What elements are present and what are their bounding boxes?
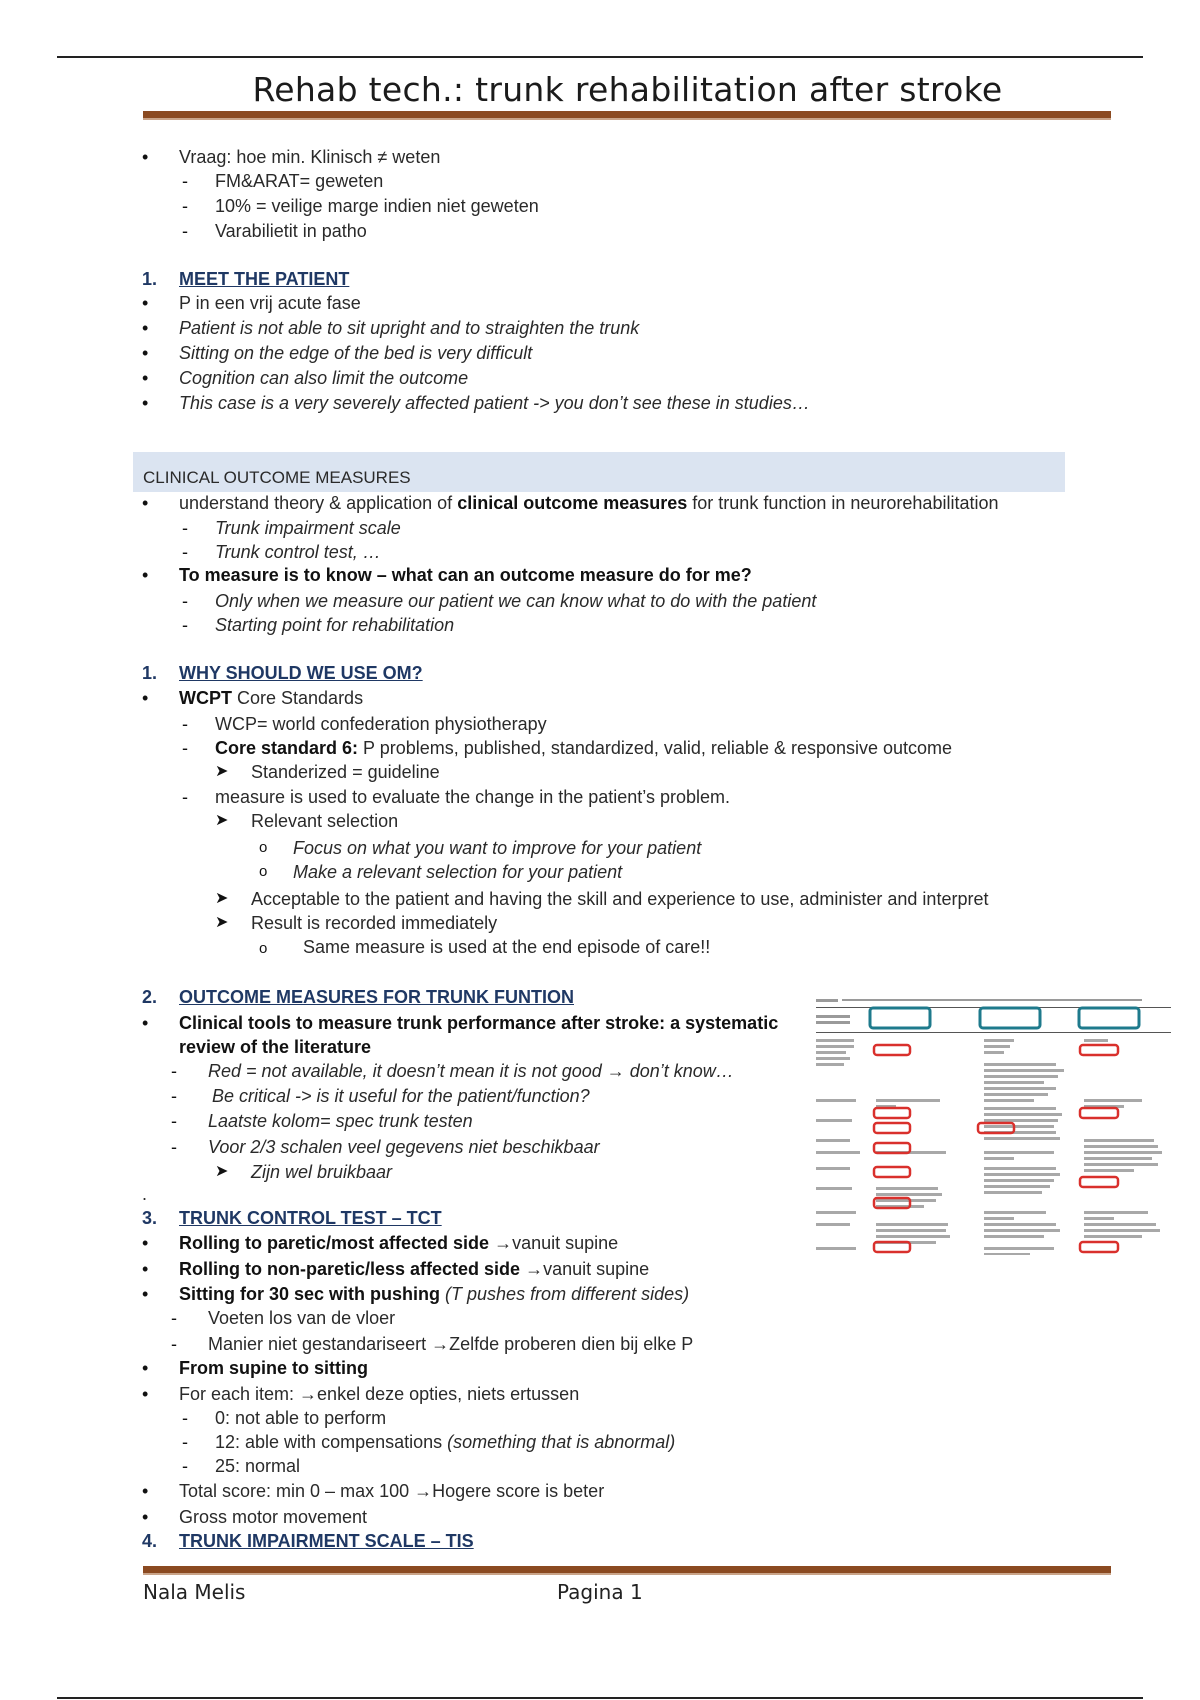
bullet: • (142, 493, 149, 513)
list-item: Gross motor movement (179, 1507, 368, 1527)
arrow-bullet-icon: ➤ (215, 812, 229, 829)
bullet: • (142, 368, 149, 388)
bullet: • (142, 1481, 149, 1501)
dash: - (182, 1456, 188, 1476)
dash: - (171, 1086, 177, 1106)
dash: - (171, 1061, 177, 1081)
circle-bullet: o (259, 940, 268, 957)
dash: - (171, 1137, 177, 1157)
list-item: 0: not able to perform (215, 1408, 387, 1428)
section-number: 4. (142, 1531, 158, 1551)
dash: - (171, 1334, 177, 1354)
list-item: Varabilietit in patho (215, 221, 367, 241)
dash: - (182, 221, 188, 241)
dash: - (182, 787, 188, 807)
list-item: Standerized = guideline (251, 762, 440, 782)
bullet: • (142, 318, 149, 338)
list-item: measure is used to evaluate the change in the patient’s problem. (215, 787, 730, 807)
dash: - (182, 738, 188, 758)
list-item: WCPT Core Standards (179, 688, 364, 708)
list-item: Starting point for rehabilitation (215, 615, 455, 635)
footer-rule (143, 1566, 1111, 1575)
dash: - (182, 518, 188, 538)
stray-period: . (142, 1184, 148, 1204)
dash: - (171, 1308, 177, 1328)
list-item: Manier niet gestandariseert →Zelfde proberen dien bij elke P (208, 1334, 694, 1354)
literature-table-image (816, 997, 1171, 1255)
list-item: 12: able with compensations (something that is abnormal) (215, 1432, 676, 1452)
list-item: For each item: →enkel deze opties, niets ertussen (179, 1384, 580, 1404)
list-item: FM&ARAT= geweten (215, 171, 384, 191)
arrow-bullet-icon: ➤ (215, 914, 229, 931)
list-item: Clinical tools to measure trunk performance after stroke: a systematic (179, 1013, 779, 1033)
list-item: Relevant selection (251, 811, 399, 831)
bullet: • (142, 688, 149, 708)
list-item: review of the literature (179, 1037, 372, 1057)
tis-heading[interactable]: TRUNK IMPAIRMENT SCALE – TIS (179, 1531, 474, 1551)
dash: - (182, 1408, 188, 1428)
om-trunk-heading[interactable]: OUTCOME MEASURES FOR TRUNK FUNTION (179, 987, 574, 1007)
list-item: 10% = veilige marge indien niet geweten (215, 196, 539, 216)
list-item: Red = not available, it doesn’t mean it is not good → don’t know… (208, 1061, 734, 1081)
list-item: understand theory & application of clinical outcome measures for trunk function in neurorehabilitation (179, 493, 999, 513)
meet-patient-heading[interactable]: MEET THE PATIENT (179, 269, 350, 289)
arrow-bullet-icon: ➤ (215, 1163, 229, 1180)
list-item: Cognition can also limit the outcome (179, 368, 469, 388)
page-title: Rehab tech.: trunk rehabilitation after stroke (252, 70, 1003, 109)
list-item: WCP= world confederation physiotherapy (215, 714, 547, 734)
bottom-page-rule (57, 1697, 1143, 1699)
section-number: 1. (142, 663, 158, 683)
footer-page-number: Pagina 1 (557, 1580, 643, 1604)
bullet: • (142, 393, 149, 413)
dash: - (182, 714, 188, 734)
footer-author: Nala Melis (143, 1580, 246, 1604)
list-item: Make a relevant selection for your patient (293, 862, 623, 882)
list-item: Vraag: hoe min. Klinisch ≠ weten (179, 147, 441, 167)
bullet: • (142, 1507, 149, 1527)
bullet: • (142, 147, 149, 167)
list-item: Acceptable to the patient and having the skill and experience to use, administer and interpret (251, 889, 989, 909)
bullet: • (142, 1384, 149, 1404)
tct-heading[interactable]: TRUNK CONTROL TEST – TCT (179, 1208, 442, 1228)
list-item: Only when we measure our patient we can know what to do with the patient (215, 591, 817, 611)
list-item: Core standard 6: P problems, published, standardized, valid, reliable & responsive outcome (215, 738, 953, 758)
bullet: • (142, 1284, 149, 1304)
bullet: • (142, 1358, 149, 1378)
list-item: P in een vrij acute fase (179, 293, 361, 313)
list-item: Total score: min 0 – max 100 →Hogere score is beter (179, 1481, 605, 1501)
list-item: Same measure is used at the end episode of care!! (303, 937, 711, 957)
list-item: Patient is not able to sit upright and to straighten the trunk (179, 318, 640, 338)
list-item: Trunk control test, … (215, 542, 381, 562)
dash: - (182, 1432, 188, 1452)
section-banner-label: CLINICAL OUTCOME MEASURES (143, 468, 411, 487)
bullet: • (142, 1013, 149, 1033)
list-item: Sitting for 30 sec with pushing (T pushes from different sides) (179, 1284, 690, 1304)
list-item: To measure is to know – what can an outcome measure do for me? (179, 565, 752, 585)
list-item: Voeten los van de vloer (208, 1308, 396, 1328)
title-underline (143, 111, 1111, 120)
list-item: From supine to sitting (179, 1358, 368, 1378)
section-number: 2. (142, 987, 158, 1007)
dash: - (182, 171, 188, 191)
section-number: 3. (142, 1208, 158, 1228)
list-item: This case is a very severely affected patient -> you don’t see these in studies… (179, 393, 810, 413)
section-number: 1. (142, 269, 158, 289)
list-item: Rolling to paretic/most affected side →vanuit supine (179, 1233, 619, 1253)
list-item: Trunk impairment scale (215, 518, 401, 538)
bullet: • (142, 1233, 149, 1253)
bullet: • (142, 565, 149, 585)
dash: - (182, 542, 188, 562)
bullet: • (142, 343, 149, 363)
why-om-heading[interactable]: WHY SHOULD WE USE OM? (179, 663, 423, 683)
dash: - (182, 196, 188, 216)
list-item: Focus on what you want to improve for your patient (293, 838, 702, 858)
list-item: Rolling to non-paretic/less affected side →vanuit supine (179, 1259, 650, 1279)
list-item: Voor 2/3 schalen veel gegevens niet beschikbaar (208, 1137, 600, 1157)
arrow-bullet-icon: ➤ (215, 890, 229, 907)
dash: - (182, 591, 188, 611)
list-item: 25: normal (215, 1456, 301, 1476)
circle-bullet: o (259, 863, 268, 880)
top-page-rule (57, 56, 1143, 58)
bullet: • (142, 293, 149, 313)
arrow-bullet-icon: ➤ (215, 763, 229, 780)
list-item: Sitting on the edge of the bed is very difficult (179, 343, 533, 363)
list-item: Be critical -> is it useful for the patient/function? (212, 1086, 590, 1106)
list-item: Result is recorded immediately (251, 913, 498, 933)
dash: - (171, 1111, 177, 1131)
list-item: Laatste kolom= spec trunk testen (208, 1111, 473, 1131)
bullet: • (142, 1259, 149, 1279)
list-item: Zijn wel bruikbaar (251, 1162, 393, 1182)
circle-bullet: o (259, 839, 268, 856)
dash: - (182, 615, 188, 635)
